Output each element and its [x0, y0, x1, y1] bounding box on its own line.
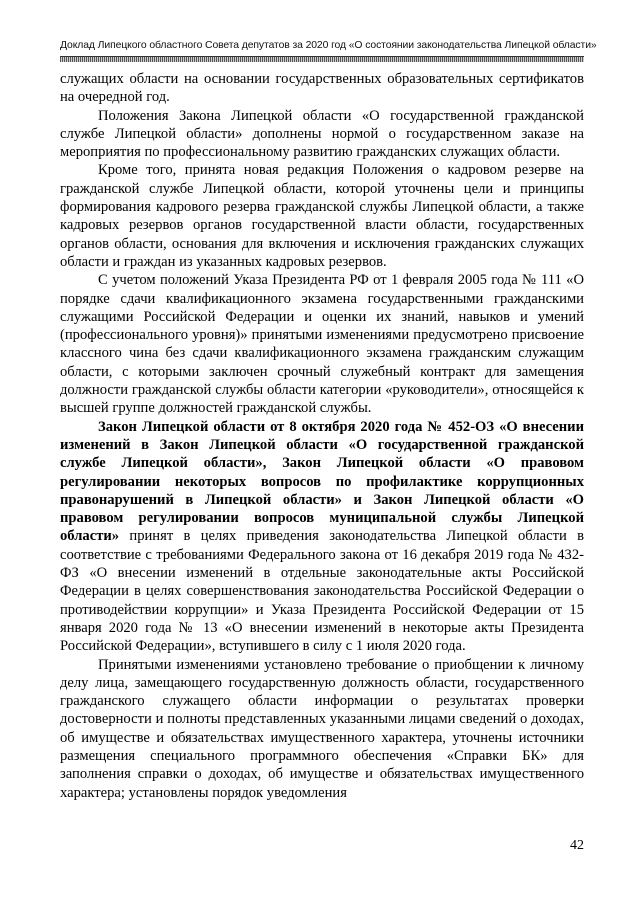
paragraph-text: Положения Закона Липецкой области «О государственной гражданской службе Липецкой области» дополнены нормой о государственном заказе на мероприятия по профессиональному развитию гражданских служащих области. [60, 107, 584, 161]
paragraph-2 [60, 107, 584, 162]
law-title-bold: Закон Липецкой области от 8 октября 2020 года № 452-ОЗ «О внесении изменений в Закон Липецкой области «О государственной гражданской службе Липецкой области», Закон Липецкой области «О правовом регулировании некоторых вопросов по профилактике коррупционных правонарушений в Липецкой области» и Закон Липецкой области «О правовом регулировании вопросов муниципальной службы Липецкой области» [60, 418, 584, 545]
paragraph-1 [60, 70, 584, 107]
paragraph-4 [60, 271, 584, 417]
paragraph-text: Кроме того, принята новая редакция Положения о кадровом резерве на гражданской службе Липецкой области, которой уточнены цели и принципы формирования кадрового резерва гражданской службы Липецкой области, а также кадровых резервов органов государственной власти области, государственных органов области, основания для включения и исключения гражданских служащих области и граждан из указанных кадровых резервов. [60, 162, 584, 270]
page-number: 42 [570, 838, 584, 853]
document-body [60, 70, 584, 802]
header-rule [60, 56, 584, 62]
paragraph-text: служащих области на основании государственных образовательных сертификатов на очередной год. [60, 71, 584, 106]
paragraph-3 [60, 161, 584, 271]
paragraph-6 [60, 656, 584, 802]
paragraph-text: Принятыми изменениями установлено требование о приобщении к личному делу лица, замещающего государственную должность области, государственного гражданского служащего области информации о результатах проверки достоверности и полноты представленных указанными лицами сведений о доходах, об имуществе и обязательствах имущественного характера, уточнены источники размещения специального программного обеспечения «Справки БК» для заполнения справки о доходах, об имуществе и обязательствах имущественного характера; установлены порядок уведомления [60, 656, 584, 801]
paragraph-text: С учетом положений Указа Президента РФ от 1 февраля 2005 года № 111 «О порядке сдачи квалификационного экзамена государственными гражданскими служащими Российской Федерации и оценки их знаний, навыков и умений (профессионального уровня)» принятыми изменениями предусмотрено присвоение классного чина без сдачи квалификационного экзамена гражданским служащим области, с которыми заключен срочный служебный контракт для замещения должности гражданской службы области категории «руководители», относящейся к высшей группе должностей гражданской службы. [60, 272, 584, 417]
running-header: Доклад Липецкого областного Совета депутатов за 2020 год «О состоянии законодательства Липецкой области» [60, 40, 597, 51]
paragraph-text: принят в целях приведения законодательства Липецкой области в соответствие с требованиями Федерального закона от 16 декабря 2019 года № 432-ФЗ «О внесении изменений в отдельные законодательные акты Российской Федерации в целях совершенствования законодательства Российской Федерации о противодействии коррупции» и Указа Президента Российской Федерации от 15 января 2020 года № 13 «О внесении изменений в некоторые акты Президента Российской Федерации», вступившего в силу с 1 июля 2020 года. [60, 528, 584, 655]
paragraph-5 [60, 418, 584, 656]
